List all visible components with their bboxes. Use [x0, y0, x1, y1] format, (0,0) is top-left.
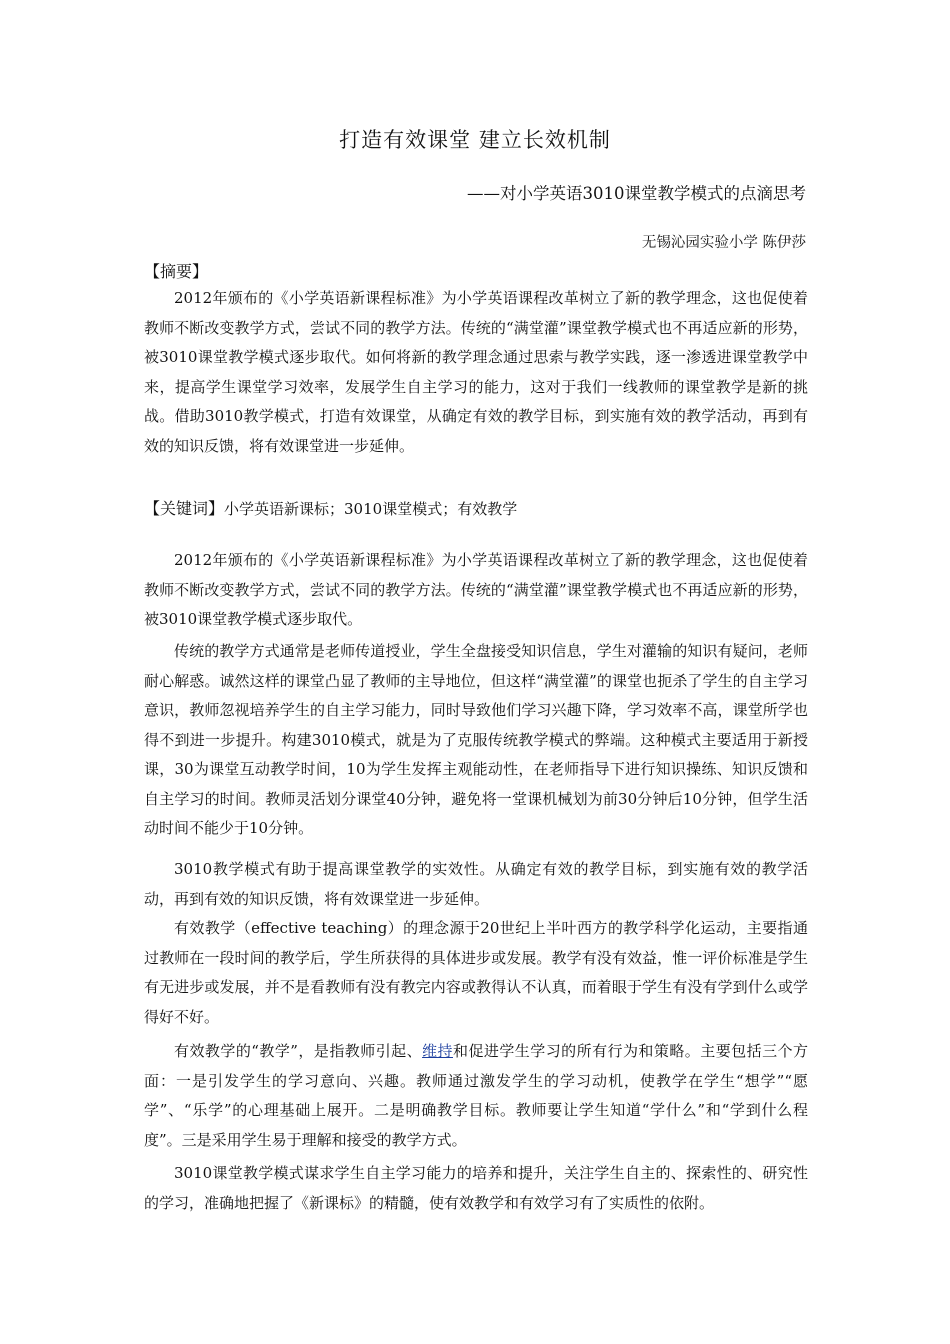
p5-text-after: 和促进学生学习的所有行为和策略。主要包括三个方面：一是引发学生的学习意向、兴趣。教师通过激发学生的学习动机，使教学在学生“想学”“愿学”、“乐学”的心理基础上展开。二是明确教学目标。教师要让学生知道“学什么”和“学到什么程度”。三是采用学生易于理解和接受的教学方式。: [144, 1042, 808, 1149]
abstract-paragraph: 2012年颁布的《小学英语新课程标准》为小学英语课程改革树立了新的教学理念，这也促使着教师不断改变教学方式，尝试不同的教学方法。传统的“满堂灌”课堂教学模式也不再适应新的形势，被3010课堂教学模式逐步取代。如何将新的教学理念通过思索与教学实践，逐一渗透进课堂教学中来，提高学生课堂学习效率，发展学生自主学习的能力，这对于我们一线教师的课堂教学是新的挑战。借助3010教学模式，打造有效课堂，从确定有效的教学目标，到实施有效的教学活动，再到有效的知识反馈，将有效课堂进一步延伸。: [144, 289, 808, 455]
body-paragraph-5: [144, 1037, 808, 1155]
keywords-heading: 【关键词】: [144, 499, 225, 518]
body-paragraph-2: 传统的教学方式通常是老师传道授业，学生全盘接受知识信息，学生对灌输的知识有疑问，老师耐心解惑。诚然这样的课堂凸显了教师的主导地位，但这样“满堂灌”的课堂也扼杀了学生的自主学习意识，教师忽视培养学生的自主学习能力，同时导致他们学习兴趣下降，学习效率不高，课堂所学也得不到进一步提升。构建3010模式，就是为了克服传统教学模式的弊端。这种模式主要适用于新授课，30为课堂互动教学时间，10为学生发挥主观能动性，在老师指导下进行知识操练、知识反馈和自主学习的时间。教师灵活划分课堂40分钟，避免将一堂课机械划为前30分钟后10分钟，但学生活动时间不能少于10分钟。: [144, 642, 808, 837]
body-paragraph-6: 3010课堂教学模式谋求学生自主学习能力的培养和提升，关注学生自主的、探索性的、研究性的学习，准确地把握了《新课标》的精髓，使有效教学和有效学习有了实质性的依附。: [144, 1164, 808, 1212]
author-line: 无锡沁园实验小学 陈伊莎: [641, 235, 806, 251]
abstract-heading: 【摘要】: [144, 262, 209, 281]
document-title: 打造有效课堂 建立长效机制: [339, 128, 611, 152]
body-paragraph-4: 有效教学（effective teaching）的理念源于20世纪上半叶西方的教学科学化运动，主要指通过教师在一段时间的教学后，学生所获得的具体进步或发展。教学有没有效益，惟一评价标准是学生有无进步或发展，并不是看教师有没有教完内容或教得认不认真，而着眼于学生有没有学到什么或学得好不好。: [144, 919, 808, 1026]
p5-text-before: 有效教学的“教学”，是指教师引起、: [174, 1042, 423, 1060]
keywords-line: [144, 496, 517, 519]
keywords-text: 小学英语新课标；3010课堂模式；有效教学: [224, 500, 518, 518]
document-subtitle: ——对小学英语3010课堂教学模式的点滴思考: [467, 184, 806, 203]
body-paragraph-1: 2012年颁布的《小学英语新课程标准》为小学英语课程改革树立了新的教学理念，这也促使着教师不断改变教学方式，尝试不同的教学方法。传统的“满堂灌”课堂教学模式也不再适应新的形势，被3010课堂教学模式逐步取代。: [144, 551, 808, 628]
body-paragraph-3: 3010教学模式有助于提高课堂教学的实效性。从确定有效的教学目标，到实施有效的教学活动，再到有效的知识反馈，将有效课堂进一步延伸。: [144, 860, 808, 908]
weichi-link[interactable]: 维持: [422, 1042, 453, 1060]
